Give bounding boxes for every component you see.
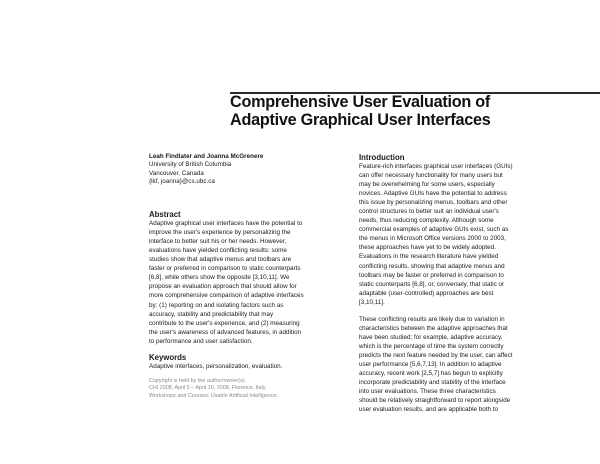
title-line: Adaptive Graphical User Interfaces <box>230 111 491 129</box>
intro-line: user evaluation results, and are applicable both to <box>359 406 498 414</box>
intro-line: commercial examples of adaptive GUIs exist, such as <box>359 226 509 234</box>
abstract-line: to performance and user satisfaction. <box>149 337 253 345</box>
intro-line: These conflicting results are likely due to variation in <box>359 315 505 323</box>
copyright-block <box>149 378 349 401</box>
intro-line: have been studied; for example, adaptive accuracy, <box>359 333 503 341</box>
abstract-line: studies show that adaptive menus and toolbars are <box>149 256 292 264</box>
intro-line: may be overwhelming for some users, especially <box>359 181 495 189</box>
intro-line: incorporate predictability and stability of the interface <box>359 379 506 387</box>
intro-line: which is the percentage of time the system correctly <box>359 342 504 350</box>
copyright-line: Copyright is held by the author/owner(s). <box>149 377 247 384</box>
abstract-line: [6,8], while others show the opposite [3,10,11]. We <box>149 274 290 282</box>
intro-line: can offer necessary functionality for many users but <box>359 172 503 180</box>
author-affiliation: University of British Columbia <box>149 161 232 168</box>
intro-line: characteristics between the adaptive approaches that <box>359 324 508 332</box>
intro-line: [3,10,11]. <box>359 298 385 306</box>
introduction-para-2 <box>359 315 591 415</box>
author-email: {lkf, joanna}@cs.ubc.ca <box>149 178 215 186</box>
abstract-line: improve the user's experience by personalizing the <box>149 229 291 237</box>
abstract-line: the user's awareness of advanced features, in addition <box>149 328 302 336</box>
intro-line: these approaches have yet to be widely adopted. <box>359 244 496 252</box>
intro-line: adaptable (user-controlled) approaches are best <box>359 289 494 297</box>
left-column <box>149 153 349 401</box>
keywords-text: Adaptive interfaces, personalization, evaluation. <box>149 362 283 370</box>
intro-line: toolbars may be faster or preferred in comparison to <box>359 271 504 279</box>
introduction-para-1 <box>359 162 591 307</box>
abstract-line: evaluations have yielded conflicting results: some <box>149 247 287 255</box>
abstract-line: contribute to the user's experience, and (2) measuring <box>149 319 300 327</box>
intro-line: novices. Adaptive GUIs have the potential to address <box>359 190 507 198</box>
intro-line: accuracy, recent work [2,5,7] has begun to explicitly <box>359 370 503 378</box>
abstract-heading: Abstract <box>149 210 181 220</box>
abstract-line: interface to better suit his or her needs. However, <box>149 238 287 246</box>
intro-line: user performance [5,6,7,13]. In addition to adaptive <box>359 360 502 368</box>
abstract-line: more comprehensive comparison of adaptive interfaces <box>149 292 304 300</box>
intro-line: Feature-rich interfaces graphical user interfaces (GUIs) <box>359 163 513 170</box>
introduction-heading: Introduction <box>359 153 405 162</box>
intro-line: the menus in Microsoft Office versions 2000 to 2003, <box>359 235 506 243</box>
paper-title <box>230 93 590 129</box>
author-names: Leah Findlater and Joanna McGrenere <box>149 153 264 160</box>
copyright-line: Workshops and Courses: Usable Artificial Intelligence. <box>149 393 279 399</box>
author-location: Vancouver, Canada <box>149 169 204 177</box>
intro-line: needs, thus reducing complexity. Although some <box>359 217 494 225</box>
abstract-line: propose an evaluation approach that should allow for <box>149 283 297 291</box>
intro-line: into user evaluations. These three characteristics <box>359 388 496 396</box>
intro-line: Evaluations in the research literature have yielded <box>359 253 499 261</box>
author-block <box>149 153 349 187</box>
intro-line: predicts the next feature needed by the user, can affect <box>359 351 513 359</box>
keywords-heading: Keywords <box>149 352 187 362</box>
intro-line: this issue by personalizing menus, toolbars and other <box>359 199 508 207</box>
abstract-body <box>149 219 349 346</box>
title-line: Comprehensive User Evaluation of <box>230 93 491 111</box>
intro-line: static counterparts [6,8], or, conversely, that static or <box>359 280 505 288</box>
intro-line: should be relatively straightforward to report alongside <box>359 397 511 405</box>
intro-line: control structures to better suit an individual user's <box>359 208 499 216</box>
intro-line: conflicting results, showing that adaptive menus and <box>359 262 505 270</box>
abstract-line: Adaptive graphical user interfaces have the potential to <box>149 220 303 228</box>
abstract-line: faster or preferred in comparison to static counterparts <box>149 265 301 273</box>
copyright-line: CHI 2008, April 5 – April 10, 2008, Florence, Italy <box>149 385 266 392</box>
abstract-line: accuracy, stability and predictability that may <box>149 310 274 318</box>
right-column <box>359 153 591 414</box>
abstract-line: by: (1) reporting on and isolating factors such as <box>149 301 284 309</box>
